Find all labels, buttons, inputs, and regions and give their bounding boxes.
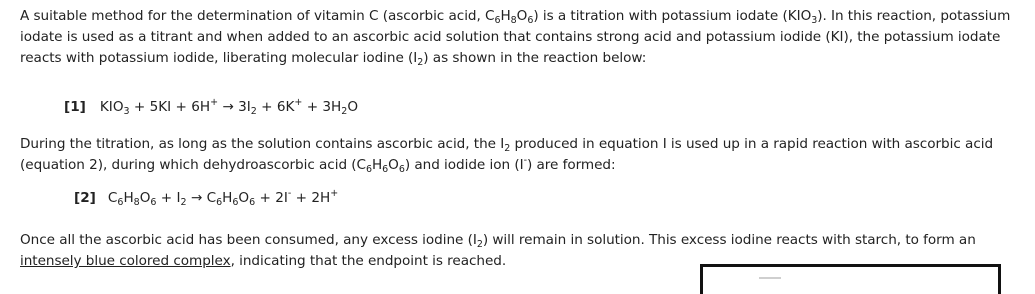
subscript: 2 bbox=[341, 106, 348, 117]
subscript: 2 bbox=[504, 143, 511, 154]
formula-run: O bbox=[139, 190, 151, 206]
formula-run: → C bbox=[186, 190, 217, 206]
formula-run: + I bbox=[156, 190, 181, 206]
formula-run: KIO bbox=[99, 99, 124, 115]
subscript: 6 bbox=[216, 197, 223, 208]
text-run: , indicating that the endpoint is reached. bbox=[230, 253, 507, 269]
text-run: During the titration, as long as the solution contains ascorbic acid, the I bbox=[20, 136, 505, 152]
formula-run: C bbox=[107, 190, 118, 206]
subscript: 6 bbox=[249, 197, 256, 208]
titration-paragraph bbox=[20, 134, 1020, 176]
subscript: 2 bbox=[180, 197, 187, 208]
text-run: ) as shown in the reaction below: bbox=[423, 50, 647, 66]
subscript: 8 bbox=[133, 197, 140, 208]
frame-mark bbox=[759, 277, 781, 279]
formula-run: H bbox=[123, 190, 134, 206]
superscript: + bbox=[330, 188, 339, 199]
text-run: ) is a titration with potassium iodate (KIO bbox=[533, 8, 812, 24]
text-run: ) and iodide ion (I bbox=[404, 157, 524, 173]
figure-frame bbox=[700, 264, 1001, 294]
formula-run: + 3H bbox=[302, 99, 342, 115]
formula-run: → 3I bbox=[218, 99, 251, 115]
text-run: Once all the ascorbic acid has been consumed, any excess iodine (I bbox=[20, 232, 477, 248]
subscript: 6 bbox=[150, 197, 157, 208]
text-run: A suitable method for the determination of vitamin C (ascorbic acid, C bbox=[20, 8, 495, 24]
text-run: ) are formed: bbox=[526, 157, 616, 173]
formula-run: H bbox=[222, 190, 233, 206]
text-run: O bbox=[388, 157, 399, 173]
text-run: ) will remain in solution. This excess iodine reacts with starch, to form an bbox=[482, 232, 976, 248]
superscript: - bbox=[523, 155, 527, 166]
underlined-phrase: intensely blue colored complex bbox=[20, 253, 231, 269]
equation-1 bbox=[64, 97, 358, 117]
formula-run: + 2I bbox=[255, 190, 288, 206]
subscript: 3 bbox=[123, 106, 130, 117]
text-run: O bbox=[516, 8, 528, 24]
formula-run: + 5KI + 6H bbox=[129, 99, 211, 115]
formula-run: O bbox=[238, 190, 250, 206]
text-run: H bbox=[500, 8, 511, 24]
subscript: 6 bbox=[366, 164, 372, 175]
superscript: - bbox=[287, 188, 292, 199]
subscript: 2 bbox=[476, 239, 483, 250]
text-run: produced in equation I is used up in a rapid reaction with ascorbic acid (equation 2), during which dehydroascorbic acid (C bbox=[20, 136, 994, 173]
subscript: 8 bbox=[510, 15, 517, 26]
subscript: 2 bbox=[250, 106, 257, 117]
formula-run: + 6K bbox=[256, 99, 295, 115]
superscript: + bbox=[210, 97, 219, 108]
formula-run: + 2H bbox=[291, 190, 331, 206]
superscript: + bbox=[294, 97, 303, 108]
subscript: 6 bbox=[398, 164, 405, 175]
intro-paragraph bbox=[20, 6, 1020, 69]
subscript: 6 bbox=[382, 164, 389, 175]
subscript: 6 bbox=[494, 15, 501, 26]
text-run: ). In this reaction, potassium iodate is used as a titrant and when added to an ascorbic acid solution that contains strong acid and potassium iodide (KI), the potassium iodate reacts with potassium iodide, liberating molecular iodine (I bbox=[20, 8, 1011, 66]
equation-number: [1] bbox=[64, 99, 86, 115]
formula-run: O bbox=[347, 99, 359, 115]
text-run: H bbox=[372, 157, 383, 173]
subscript: 6 bbox=[117, 197, 124, 208]
equation-2 bbox=[74, 188, 338, 208]
subscript: 6 bbox=[232, 197, 239, 208]
equation-number: [2] bbox=[74, 190, 96, 206]
subscript: 3 bbox=[811, 15, 818, 26]
subscript: 2 bbox=[417, 57, 424, 68]
subscript: 6 bbox=[527, 15, 534, 26]
